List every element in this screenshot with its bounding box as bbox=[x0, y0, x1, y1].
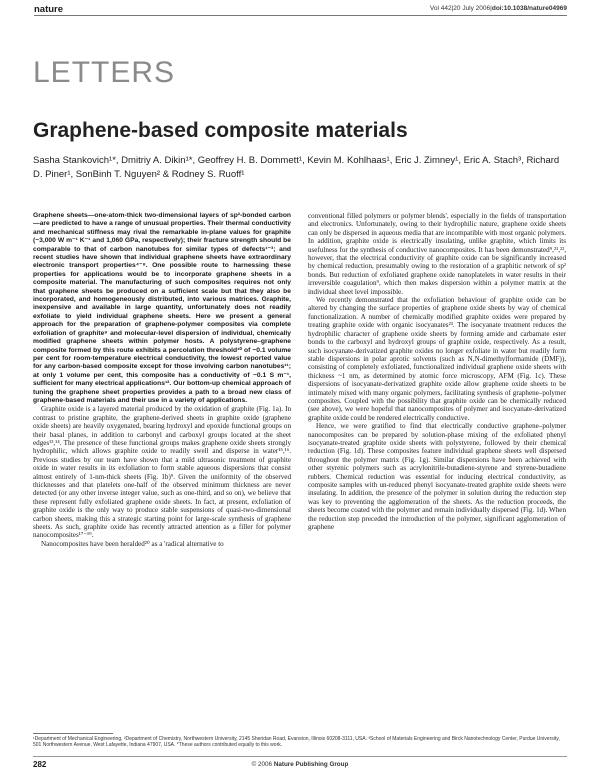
body-paragraph: We recently demonstrated that the exfoliation behaviour of graphite oxide can be altered by changing the surface properties of graphene oxide sheets by way of chemical functionalization. A number of chemically modified graphite oxides were prepared by treating graphite oxide with organic isocyanates²³. The isocyanate treatment reduces the hydrophilic character of graphene oxide sheets by forming amide and carbamate ester bonds to the carboxyl and hydroxyl groups of graphite oxide, respectively. As a result, such isocyanate-derivatized graphite oxides no longer exfoliate in water but readily form stable dispersions in polar aprotic solvents (such as N,N-dimethylformamide (DMF)), consisting of completely exfoliated, functionalized individual graphene oxide sheets with thickness ~1 nm, as determined by atomic force microscopy, AFM (Fig. 1c). These dispersions of isocyanate-derivatized graphite oxide allow graphene oxide sheets to be intimately mixed with many organic polymers, facilitating synthesis of graphene–polymer composites. Coupled with the possibility that graphite oxide can be chemically reduced (see above), we were hopeful that nanocomposites of polymer and isocyanate-derivatized graphite oxide could be rendered electrically conductive. bbox=[308, 296, 566, 422]
page-number: 282 bbox=[33, 760, 47, 769]
publisher-name: Nature Publishing Group bbox=[273, 761, 349, 768]
footnote-rule bbox=[33, 733, 113, 734]
author-list: Sasha Stankovich¹*, Dmitriy A. Dikin¹*, Geoffrey H. B. Dommett¹, Kevin M. Kohlhaas¹, Eric J. Zimney¹, Eric A. Stach³, Richard D. Piner¹, SonBinh T. Nguyen² & Rodney S. Ruoff¹ bbox=[33, 155, 560, 180]
affiliations-footnote: ¹Department of Mechanical Engineering, ²Department of Chemistry, Northwestern University, 2145 Sheridan Road, Evanston, Illinois 60208-3111, USA. ³School of Materials Engineering and Birck Nanotechnology Center, Purdue University, 501 Northwestern Avenue, West Lafayette, Indiana 47907, USA. *These authors contributed equally to this work. bbox=[33, 736, 560, 748]
section-label: LETTERS bbox=[33, 56, 176, 89]
body-paragraph: conventional filled polymers or polymer blends', especially in the fields of transportation and electronics. Unfortunately, owing to their hydrophilic nature, graphene oxide sheets can only be dispersed in aqueous media that are incompatible with most organic polymers. In addition, graphite oxide is electrically insulating, unlike graphite, which limits its usefulness for the synthesis of conductive nanocomposites. It has been demonstrated⁹,²¹,²², however, that the electrical conductivity of graphite oxide can be significantly increased by chemical reduction, presumably owing to the restoration of a graphitic network of sp² bonds. But reduction of exfoliated graphene oxide nanoplatelets in water results in their irreversible coagulation⁹, which then makes dispersion within a polymer matrix at the individual sheet level impossible. bbox=[308, 212, 566, 296]
left-column bbox=[33, 212, 291, 728]
doi-link[interactable]: doi:10.1038/nature04969 bbox=[491, 5, 567, 12]
body-paragraph: Nanocomposites have been heralded²⁰ as a 'radical alternative to bbox=[41, 539, 224, 548]
abstract: Graphene sheets—one-atom-thick two-dimensional layers of sp²-bonded carbon—are predicted to have a range of unusual properties. Their thermal conductivity and mechanical stiffness may rival the remarkable in-plane values for graphite (~3,000 W m⁻¹ K⁻¹ and 1,060 GPa, respectively); their fracture strength should be comparable to that of carbon nanotubes for similar types of defects¹⁻³; and recent studies have shown that individual graphene sheets have extraordinary electronic transport properties⁴⁻⁸. One possible route to harnessing these properties for applications would be to incorporate graphene sheets in a composite material. The manufacturing of such composites requires not only that graphene sheets be produced on a sufficient scale but that they also be incorporated, and homogeneously distributed, into various matrices. Graphite, inexpensive and available in large quantity, unfortunately does not readily exfoliate to yield individual graphene sheets. Here we present a general approach for the preparation of graphene-polymer composites via complete exfoliation of graphite⁹ and molecular-level dispersion of individual, chemically modified graphene sheets within polymer hosts. A polystyrene–graphene composite formed by this route exhibits a percolation threshold¹⁰ of ~0.1 volume per cent for room-temperature electrical conductivity, the lowest reported value for any carbon-based composite except for those involving carbon nanotubes¹¹; at only 1 volume per cent, this composite has a conductivity of ~0.1 S m⁻¹, sufficient for many electrical applications¹². Our bottom-up chemical approach of tuning the graphene sheet properties provides a path to a broad new class of graphene-based materials and their use in a variety of applications. bbox=[33, 212, 291, 404]
body-paragraph: Graphite oxide is a layered material produced by the oxidation of graphite (Fig. 1a). In contrast to pristine graphite, the graphene-derived sheets in graphite oxide (graphene oxide sheets) are heavily oxygenated, bearing hydroxyl and epoxide functional groups on their basal planes, in addition to carbonyl and carboxyl groups located at the sheet edges¹³,¹⁴. The presence of these functional groups makes graphene oxide sheets strongly hydrophilic, which allows graphite oxide to readily swell and disperse in water¹⁵,¹⁶. Previous studies by our team have shown that a mild ultrasonic treatment of graphite oxide in water results in its exfoliation to form stable aqueous dispersions that consist almost entirely of 1-nm-thick sheets (Fig. 1b)⁹. Given the uniformity of the observed thicknesses and that platelets one-half of the observed minimum thickness are never detected (or any other inverse integer value, such as one-third, and so on), we believe that these represent fully exfoliated graphene oxide sheets. In fact, at present, exfoliation of graphite oxide is the only way to produce stable suspensions of quasi-two-dimensional carbon sheets, making this a strategic starting point for large-scale synthesis of graphene sheets. As such, graphite oxide has recently attracted attention as a filler for polymer nanocomposites¹⁷⁻¹⁹. bbox=[33, 405, 291, 540]
article-title: Graphene-based composite materials bbox=[33, 119, 408, 142]
footer-rule bbox=[33, 756, 567, 757]
body-paragraph: Hence, we were gratified to find that electrically conductive graphene–polymer nanocomposites can be prepared by solution-phase mixing of the exfoliated phenyl isocyanate-treated graphite oxide sheets with polystyrene, followed by their chemical reduction (Fig. 1d). These composites feature individual graphene sheets well dispersed throughout the polymer matrix (Fig. 1g). Similar dispersions have been achieved with other styrenic polymers such as acrylonitrile-butadiene-styrene and styrene-butadiene rubbers. Chemical reduction was essential for inducing electrical conductivity, as composite samples with un-reduced phenyl isocyanate-treated graphite oxide sheets were insulating. In addition, the presence of the polymer in solution during the reduction step was key to preventing the agglomeration of the sheets. As the reduction proceeds, the sheets become coated with the polymer and remain individually dispersed (Fig. 1d). When the reduction step preceded the introduction of the polymer, significant agglomeration of graphene bbox=[308, 422, 566, 532]
copyright-year: © 2006 bbox=[251, 761, 274, 768]
volume-info bbox=[430, 5, 567, 12]
header-rule bbox=[34, 15, 567, 16]
volume-date: Vol 442|20 July 2006| bbox=[429, 5, 492, 12]
journal-name: nature bbox=[34, 4, 64, 15]
right-column bbox=[308, 212, 566, 728]
copyright-notice bbox=[0, 761, 600, 768]
